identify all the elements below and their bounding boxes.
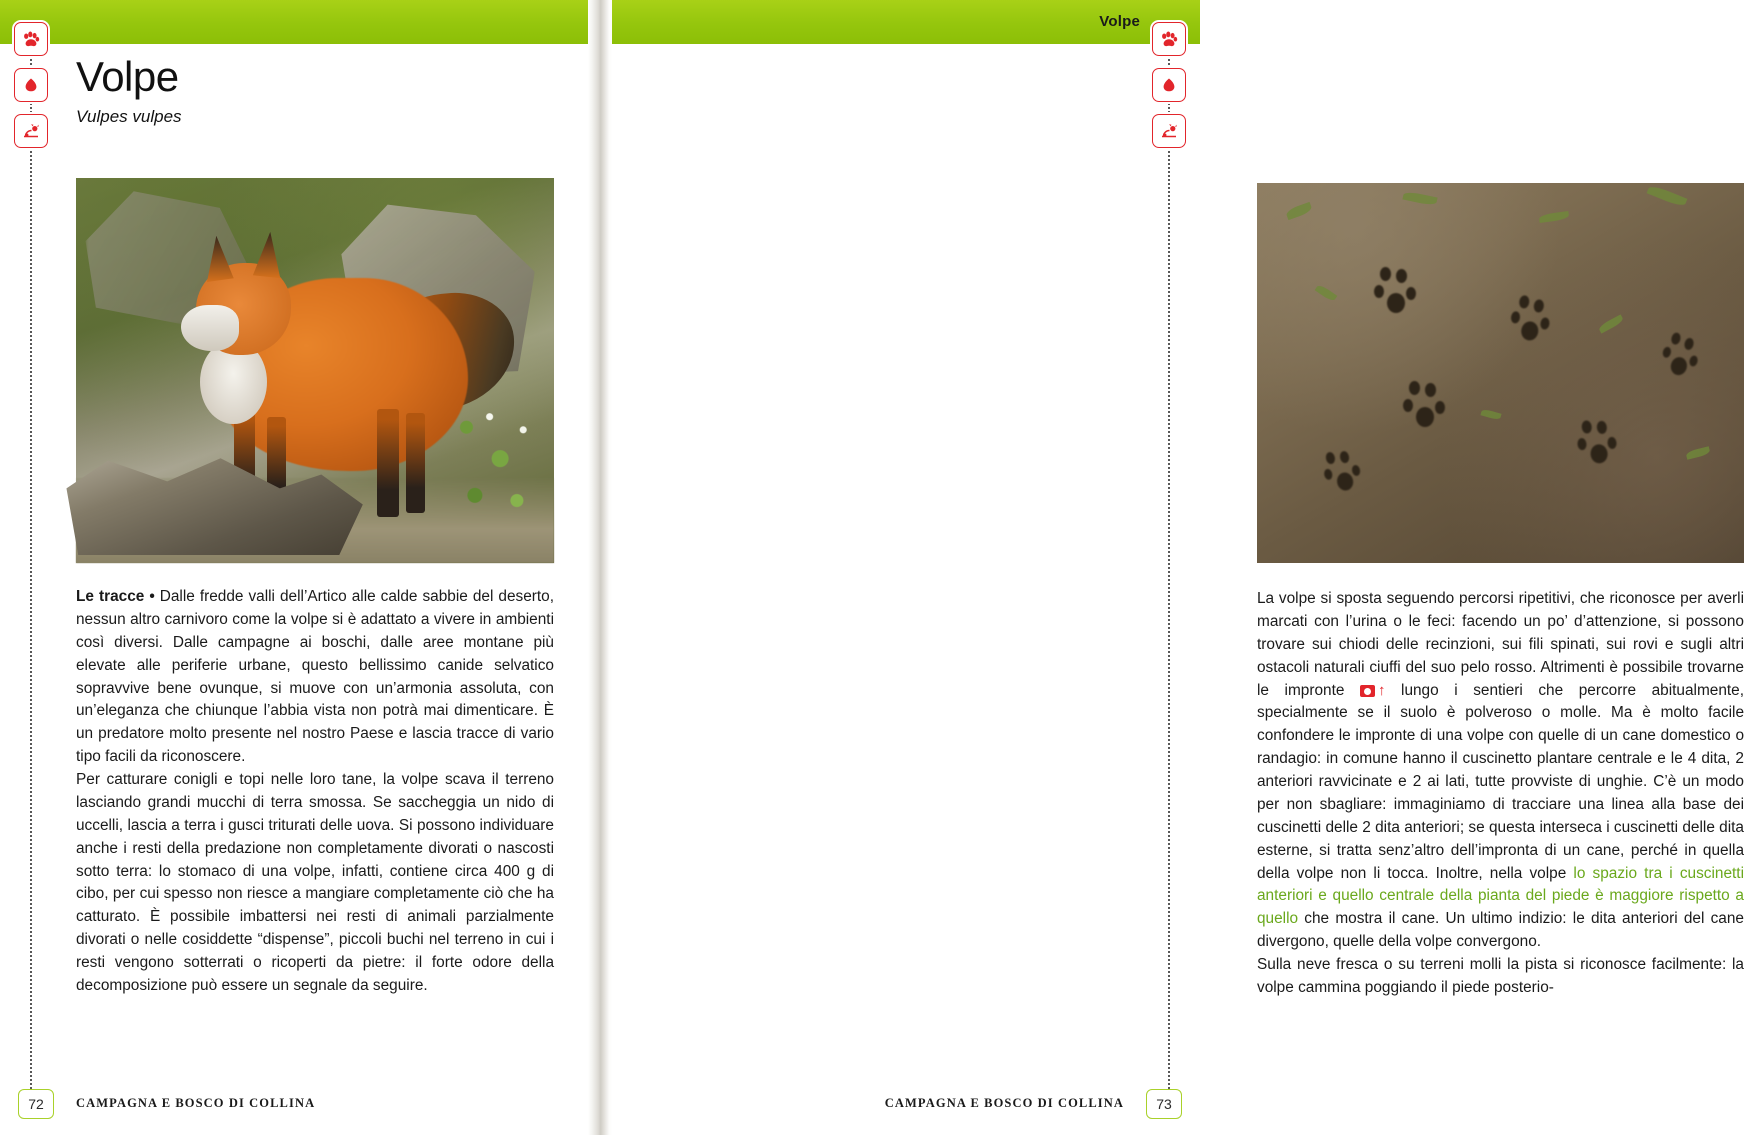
- footer-right: CAMPAGNA E BOSCO DI COLLINA: [884, 1096, 1124, 1110]
- left-page-green-band: [0, 0, 588, 44]
- right-paragraph-2: Sulla neve fresca o su terreni molli la pista si riconosce facilmente: la volpe cammina poggiando il piede posterio-: [1257, 956, 1744, 996]
- right-page-green-band: [612, 0, 1200, 44]
- scat-icon: [1152, 68, 1186, 102]
- paw-print-icon: [14, 22, 48, 56]
- right-text-column: [1257, 588, 1744, 1000]
- scat-icon: [14, 68, 48, 102]
- right-paragraph-1-part-a: La volpe si sposta seguendo percorsi ripetitivi, che riconosce per averli marcati con l’urina o le feci: facendo un po’ d’attenzione, si possono trovare sui chiodi delle recinzioni, sui fili spinati, sui rovi e sugli altri ostacoli naturali ciuffi del suo pelo rosso. Altrimenti è possibile trovarne le impronte: [1257, 590, 1744, 699]
- fox-snout: [181, 305, 238, 351]
- right-page-dotted-rule: [1168, 44, 1170, 1089]
- fox-paw-print: [1374, 267, 1424, 327]
- left-page-dotted-rule: [30, 44, 32, 1089]
- scientific-name: Vulpes vulpes: [76, 107, 182, 126]
- arrow-up-icon: ↑: [1377, 681, 1386, 699]
- photo-foliage: [435, 401, 540, 532]
- fox-hind-leg-1: [377, 409, 399, 517]
- book-gutter: [588, 0, 612, 1135]
- right-paragraph-1-part-c: che mostra il cane. Un ultimo indizio: le dita anteriori del cane divergono, quelle della volpe convergono.: [1257, 910, 1744, 951]
- right-paragraph-1-part-b: lungo i sentieri che percorre abitualmente, specialmente se il suolo è polveroso o molle. Ma è molto facile confondere le impronte di una volpe con quelle di un cane domestico o randagio: in comune hanno il cuscinetto plantare centrale e le 4 dita, 2 anteriori ravvicinate e 2 ai lati, tutte provviste di unghie. C’è un modo per non sbagliare: immaginiamo di tracciare una linea alla base dei cuscinetti delle 2 dita anteriori; se questa interseca i cuscinetti delle dita esterne, si tratta senz’altro dell’impronta di un cane, perché in quella della volpe non li tocca. Inoltre, nella volpe: [1257, 681, 1744, 882]
- den-burrow-icon: [1152, 114, 1186, 148]
- inline-icon-group: [1360, 681, 1386, 699]
- footer-left: CAMPAGNA E BOSCO DI COLLINA: [76, 1096, 316, 1110]
- title-block: [76, 53, 182, 127]
- left-paragraph-2: Per catturare conigli e topi nelle loro tane, la volpe scava il terreno lasciando grandi mucchi di terra smossa. Se saccheggia un nido di uccelli, lascia a terra i gusci triturati delle uova. Si possono individuare anche i resti della predazione non completamente divorati o nascosti sotto terra: lo stomaco di una volpe, infatti, contiene circa 400 g di cibo, per cui spesso non riesce a mangiare completamente ciò che ha catturato. È possibile imbattersi nei resti di animali parzialmente divorati o nelle cosiddette “dispense”, piccoli buchi nel terreno in cui i resti vengono sotterrati o ricoperti da pietre: il forte odore della decomposizione può essere un segnale da seguire.: [76, 771, 554, 994]
- left-paragraph-1: Dalle fredde valli dell’Artico alle calde sabbie del deserto, nessun altro carnivoro come la volpe si è adattato a vivere in ambienti così diversi. Dalle campagne ai boschi, dalle aree montane più elevate alle periferie urbane, questo bellissimo canide selvatico sopravvive bene ovunque, si muove con un’armonia assoluta, con un’eleganza che chiunque l’abbia vista non potrà mai dimenticare. È un predatore molto presente nel nostro Paese e lascia tracce di vario tipo facili da riconoscere.: [76, 588, 554, 766]
- lead-label: Le tracce: [76, 588, 145, 605]
- red-fox-photo: [76, 178, 554, 563]
- paragraph-le-tracce: [76, 586, 554, 769]
- bullet-mark: •: [149, 588, 155, 605]
- den-burrow-icon: [14, 114, 48, 148]
- fox-tracks-photo: [1257, 183, 1744, 563]
- paw-print-icon: [1152, 22, 1186, 56]
- fox-paw-print: [1506, 294, 1562, 358]
- fox-paw-print: [1576, 416, 1630, 479]
- highlighted-phrase: lo spazio tra i cuscinetti anteriori e quello centrale della pianta del piede è maggiore rispetto a quello: [1257, 864, 1744, 928]
- running-head: Volpe: [1099, 13, 1140, 30]
- left-text-column: [76, 586, 554, 998]
- fox-paw-print: [1403, 381, 1453, 441]
- right-page: [612, 0, 1744, 1135]
- page-number-right: 73: [1146, 1089, 1182, 1119]
- page-number-left: 72: [18, 1089, 54, 1119]
- page-title: Volpe: [76, 53, 179, 100]
- fox-hind-leg-2: [406, 413, 425, 513]
- camera-icon: [1360, 685, 1375, 697]
- left-page: [0, 0, 588, 1135]
- right-paragraph-1: [1257, 588, 1744, 954]
